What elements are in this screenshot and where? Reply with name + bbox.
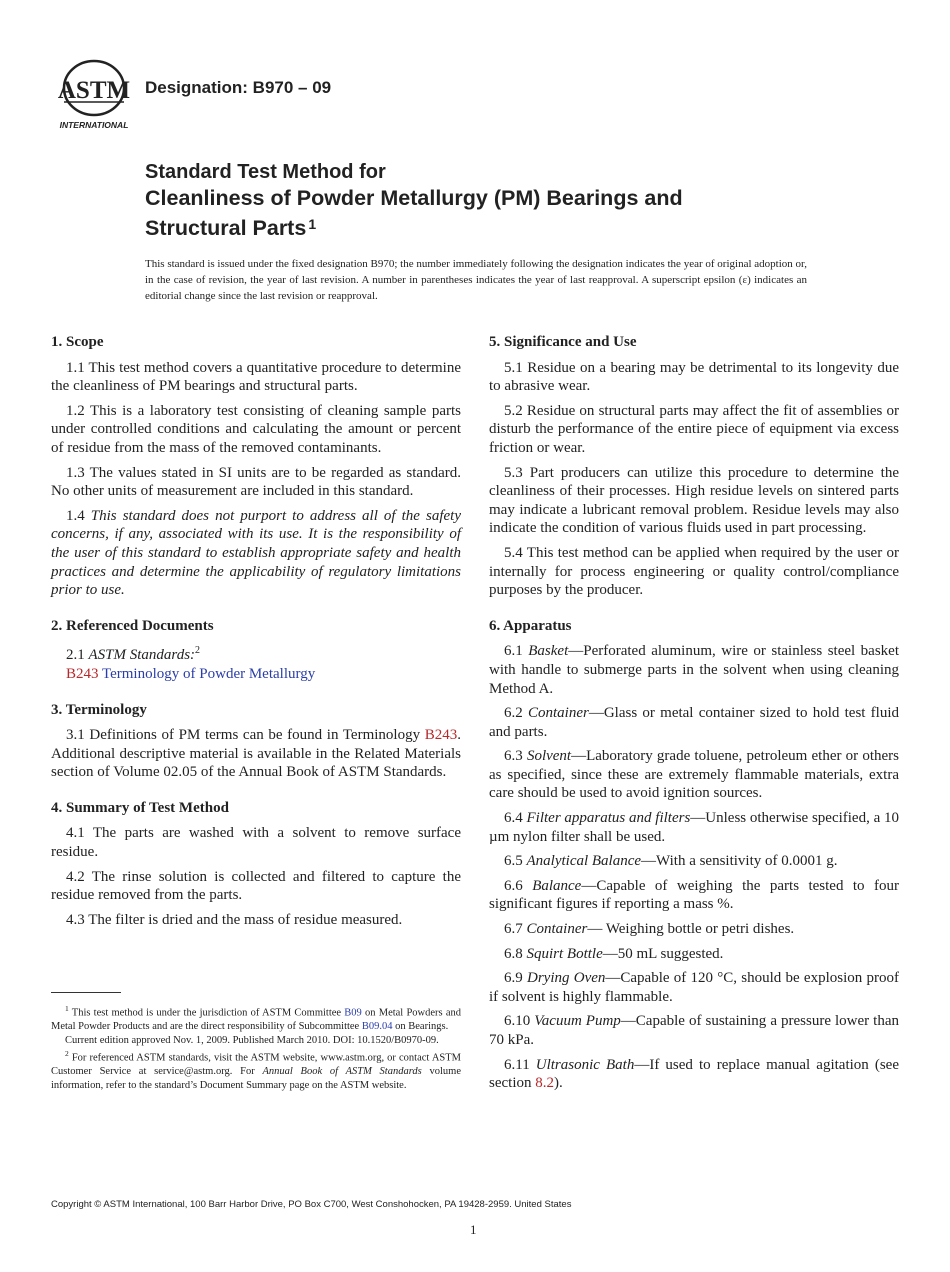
apparatus-text: —50 mL suggested.	[602, 945, 724, 962]
page-number: 1	[470, 1222, 477, 1237]
footnote-1-text-a: This test method is under the jurisdiction of ASTM Committee	[68, 1007, 345, 1019]
para-5-2: 5.2 Residue on structural parts may affect the fit of assemblies or disturb the performance of the entire piece of equipment via excess friction or wear.	[489, 402, 899, 456]
reference-code-link[interactable]: B243	[66, 665, 99, 682]
apparatus-item	[489, 642, 899, 698]
apparatus-item	[489, 809, 899, 846]
apparatus-text: —Capable of sustaining a pressure lower than 70 kPa.	[489, 1013, 900, 1048]
footnote-divider	[51, 992, 121, 993]
footnote-1	[51, 1002, 461, 1034]
apparatus-item	[489, 704, 899, 741]
reference-b243[interactable]	[51, 665, 461, 684]
title-line-2: Cleanliness of Powder Metallurgy (PM) Bearings and	[145, 186, 683, 210]
apparatus-term: Balance	[532, 877, 582, 894]
title-line-3: Structural Parts	[145, 216, 307, 240]
para-3-1	[51, 726, 461, 782]
title-line-1: Standard Test Method for	[145, 161, 386, 183]
committee-b09-link[interactable]: B09	[344, 1007, 362, 1019]
footnote-1-mark: 1	[65, 1004, 69, 1013]
left-column	[51, 333, 461, 935]
apparatus-num: 6.2	[504, 705, 528, 722]
apparatus-term: Solvent	[526, 748, 572, 765]
footnote-2-italic: Annual Book of ASTM Standards	[262, 1066, 422, 1077]
apparatus-num: 6.5	[504, 853, 527, 870]
footnote-2-text-a: For referenced ASTM standards, visit the ASTM website, www.astm.org, or contact ASTM Customer Service at service@astm.org. For	[51, 1052, 461, 1077]
apparatus-item	[489, 920, 899, 939]
reference-title-link[interactable]: Terminology of Powder Metallurgy	[102, 665, 316, 682]
document-title	[145, 160, 845, 241]
para-5-4: 5.4 This test method can be applied when required by the user or internally for process engineering or quality control/compliance purposes by the producer.	[489, 544, 899, 599]
apparatus-text: —Glass or metal container sized to hold test fluid and parts.	[489, 705, 900, 740]
apparatus-term: Analytical Balance	[526, 853, 642, 870]
title-footnote-mark: 1	[308, 216, 317, 232]
section-heading-significance: 5. Significance and Use	[489, 334, 637, 350]
issued-note: This standard is issued under the fixed designation B970; the number immediately following the designation indicates the year of original adoption or, in the case of revision, the year of last revision. A number in parentheses indicates the year of last reapproval. A superscript epsilon (ε) indicates an editorial change since the last revision or reapproval.	[145, 258, 807, 302]
para-1-2: 1.2 This is a laboratory test consisting of cleaning sample parts under controlled conditions and calculating the amount or percent of residue from the mass of the removed contaminants.	[51, 402, 461, 456]
para-2-1-num: 2.1	[66, 647, 89, 664]
apparatus-text: —Capable of 120 °C, should be explosion proof if solvent is highly flammable.	[489, 970, 899, 1005]
section-heading-scope: 1. Scope	[51, 334, 104, 350]
para-4-1: 4.1 The parts are washed with a solvent to remove surface residue.	[51, 825, 461, 861]
apparatus-text: —With a sensitivity of 0.0001 g.	[641, 853, 838, 870]
footnote-2	[51, 1047, 461, 1092]
title-line-3-wrap	[145, 211, 845, 241]
right-column	[489, 333, 899, 1099]
section-heading-summary: 4. Summary of Test Method	[51, 799, 229, 816]
astm-logo	[52, 58, 136, 132]
para-2-1-sup: 2	[195, 645, 201, 657]
footnote-1-edition: Current edition approved Nov. 1, 2009. Published March 2010. DOI: 10.1520/B0970-09.	[65, 1034, 439, 1046]
apparatus-term: Basket	[528, 643, 569, 660]
apparatus-text: — Weighing bottle or petri dishes.	[587, 921, 795, 938]
apparatus-num: 6.9	[504, 970, 527, 987]
apparatus-item	[489, 877, 899, 914]
para-3-1-text-b: . Additional descriptive material is available in the Related Materials section of Volume 02.05 of the Annual Book of ASTM Standards.	[51, 727, 461, 781]
para-1-4-text: This standard does not purport to address all of the safety concerns, if any, associated with its use. It is the responsibility of the user of this standard to establish appropriate safety and health practices and determine the applicability of regulatory limitations prior to use.	[51, 507, 461, 599]
apparatus-term: Filter apparatus and filters	[526, 810, 691, 827]
apparatus-num: 6.10	[504, 1013, 535, 1030]
apparatus-term: Container	[528, 705, 589, 722]
para-1-4-num: 1.4	[66, 507, 91, 524]
para-3-1-text-a: 3.1 Definitions of PM terms can be found in Terminology	[66, 727, 425, 744]
apparatus-text-end: ).	[554, 1075, 563, 1092]
para-4-2: 4.2 The rinse solution is collected and filtered to capture the residue removed from the parts.	[51, 868, 461, 904]
apparatus-term: Ultrasonic Bath	[535, 1056, 635, 1073]
para-1-1: 1.1 This test method covers a quantitative procedure to determine the cleanliness of PM bearings and structural parts.	[51, 359, 461, 395]
apparatus-item	[489, 1012, 899, 1049]
logo-subtext: INTERNATIONAL	[59, 120, 129, 130]
apparatus-term: Container	[526, 921, 588, 938]
apparatus-text: —If used to replace manual agitation (see section	[489, 1056, 899, 1092]
footnote-1-text-c: on Bearings.	[392, 1021, 449, 1032]
logo-text: ASTM	[57, 77, 131, 104]
para-5-3: 5.3 Part producers can utilize this procedure to determine the cleanliness of their processes. High residue levels on sintered parts may indicate a lubricant removal problem. Residue levels may also indicate the condition of various fluids used in part processing.	[489, 464, 899, 537]
apparatus-text: —Perforated aluminum, wire or stainless steel basket with handle to submerge parts in the solvent when using cleaning Method A.	[489, 643, 899, 697]
section-heading-apparatus: 6. Apparatus	[489, 617, 572, 634]
apparatus-text: —Laboratory grade toluene, petroleum ether or others as specified, since these are extremely flammable materials, extra care should be used to avoid ignition sources.	[489, 748, 899, 802]
para-5-1: 5.1 Residue on a bearing may be detrimental to its longevity due to abrasive wear.	[489, 359, 899, 395]
apparatus-num: 6.6	[504, 877, 533, 894]
apparatus-item	[489, 852, 899, 871]
apparatus-item	[489, 945, 899, 964]
apparatus-text: —Unless otherwise specified, a 10 µm nylon filter shall be used.	[489, 810, 900, 845]
apparatus-num: 6.7	[504, 921, 527, 938]
apparatus-num: 6.8	[504, 945, 527, 962]
subcommittee-b09-04-link[interactable]: B09.04	[361, 1021, 393, 1032]
apparatus-num: 6.3	[504, 748, 527, 765]
para-2-1-text: ASTM Standards:	[88, 647, 196, 664]
apparatus-text: —Capable of weighing the parts tested to four significant figures if reporting a mass %.	[489, 877, 899, 913]
para-2-1	[51, 642, 461, 665]
footnote-1-text-b: on Metal Powders and Metal Powder Products and are the direct responsibility of Subcommittee	[51, 1007, 461, 1032]
apparatus-num: 6.4	[504, 810, 527, 827]
section-heading-referenced-documents: 2. Referenced Documents	[51, 617, 214, 634]
terminology-b243-link[interactable]: B243	[424, 727, 458, 744]
footnote-2-mark: 2	[65, 1049, 69, 1058]
section-heading-terminology: 3. Terminology	[51, 701, 147, 718]
apparatus-item	[489, 969, 899, 1006]
footnotes	[51, 1002, 461, 1092]
apparatus-item	[489, 1056, 899, 1093]
para-1-3: 1.3 The values stated in SI units are to be regarded as standard. No other units of measurement are included in this standard.	[51, 464, 461, 500]
designation: Designation: B970 – 09	[145, 78, 332, 97]
para-1-4	[51, 507, 461, 600]
para-4-3: 4.3 The filter is dried and the mass of residue measured.	[66, 911, 403, 928]
apparatus-term: Drying Oven	[527, 970, 606, 987]
apparatus-item	[489, 747, 899, 803]
apparatus-term: Vacuum Pump	[534, 1013, 621, 1030]
copyright: Copyright © ASTM International, 100 Barr Harbor Drive, PO Box C700, West Conshohocken, PA 19428-2959. United States	[51, 1199, 572, 1210]
section-8-2-link[interactable]: 8.2	[535, 1075, 554, 1092]
apparatus-num: 6.11	[504, 1056, 536, 1073]
apparatus-num: 6.1	[504, 643, 529, 660]
apparatus-term: Squirt Bottle	[526, 945, 603, 962]
footnote-2-text-b: volume information, refer to the standard’s Document Summary page on the ASTM website.	[51, 1066, 461, 1091]
